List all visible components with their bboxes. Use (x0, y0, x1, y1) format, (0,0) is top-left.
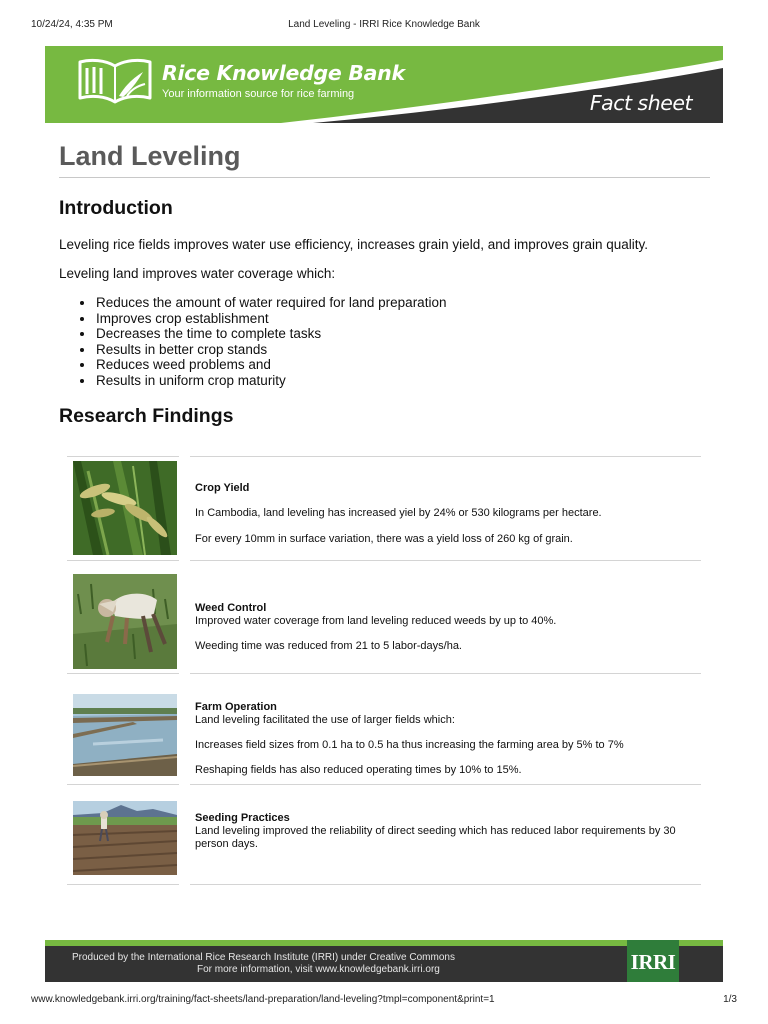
finding-text: Improved water coverage from land leveling reduced weeds by up to 40%. (195, 615, 557, 627)
list-item: Improves crop establishment (96, 311, 446, 327)
print-datetime: 10/24/24, 4:35 PM (31, 19, 113, 30)
weeding-farmer-photo (73, 574, 177, 669)
table-divider (190, 784, 701, 785)
print-header (31, 19, 737, 33)
table-divider (67, 673, 179, 674)
intro-paragraph-2: Leveling land improves water coverage which: (59, 266, 336, 281)
fact-sheet-label: Fact sheet (589, 91, 692, 115)
flooded-fields-photo (73, 694, 177, 776)
introduction-heading: Introduction (59, 197, 173, 219)
finding-text: Land leveling facilitated the use of larger fields which: (195, 714, 455, 726)
benefits-list (96, 295, 446, 389)
page-title: Land Leveling (59, 141, 241, 171)
table-divider (190, 673, 701, 674)
finding-title: Farm Operation (195, 701, 277, 713)
list-item: Reduces weed problems and (96, 357, 446, 373)
finding-text: Reshaping fields has also reduced operating times by 10% to 15%. (195, 764, 522, 776)
footer-credit: Produced by the International Rice Research Institute (IRRI) under Creative Commons (72, 952, 455, 963)
finding-title: Seeding Practices (195, 812, 290, 824)
table-divider (67, 784, 179, 785)
finding-crop-yield (195, 482, 695, 546)
research-findings-heading: Research Findings (59, 405, 234, 427)
finding-weed-control (195, 602, 695, 653)
print-url: www.knowledgebank.irri.org/training/fact-sheets/land-preparation/land-leveling?tmpl=component&print=1 (31, 994, 495, 1005)
intro-paragraph-1: Leveling rice fields improves water use efficiency, increases grain yield, and improves grain quality. (59, 237, 649, 252)
brand-tagline: Your information source for rice farming (162, 88, 355, 100)
list-item: Decreases the time to complete tasks (96, 326, 446, 342)
page-footer-banner (45, 940, 723, 982)
finding-title: Weed Control (195, 602, 267, 614)
table-divider (190, 884, 701, 885)
table-divider (190, 456, 701, 457)
finding-text: Weeding time was reduced from 21 to 5 labor-days/ha. (195, 640, 462, 652)
table-divider (190, 560, 701, 561)
rice-panicle-photo (73, 461, 177, 555)
finding-text: Increases field sizes from 0.1 ha to 0.5 ha thus increasing the farming area by 5% to 7% (195, 739, 624, 751)
open-book-logo-icon (75, 56, 155, 108)
finding-text: For every 10mm in surface variation, there was a yield loss of 260 kg of grain. (195, 533, 573, 545)
print-doc-title: Land Leveling - IRRI Rice Knowledge Bank (288, 19, 480, 30)
list-item: Reduces the amount of water required for land preparation (96, 295, 447, 310)
table-divider (67, 884, 179, 885)
finding-farm-operation (195, 701, 695, 777)
title-divider (59, 177, 710, 178)
fact-sheet-banner (45, 46, 723, 123)
finding-title: Crop Yield (195, 482, 250, 494)
footer-more-info: For more information, visit www.knowledgebank.irri.org (197, 964, 440, 975)
table-divider (67, 560, 179, 561)
finding-seeding-practices (195, 812, 695, 851)
finding-text: Land leveling improved the reliability of direct seeding which has reduced labor requirements by 30 person days. (195, 825, 676, 850)
list-item: Results in better crop stands (96, 342, 446, 358)
direct-seeding-photo (73, 801, 177, 875)
list-item: Results in uniform crop maturity (96, 373, 446, 389)
brand-name: Rice Knowledge Bank (162, 61, 405, 85)
finding-text: In Cambodia, land leveling has increased yiel by 24% or 530 kilograms per hectare. (195, 507, 602, 519)
page-number: 1/3 (723, 994, 737, 1005)
table-divider (67, 456, 179, 457)
irri-logo-icon: IRRI (630, 950, 676, 974)
